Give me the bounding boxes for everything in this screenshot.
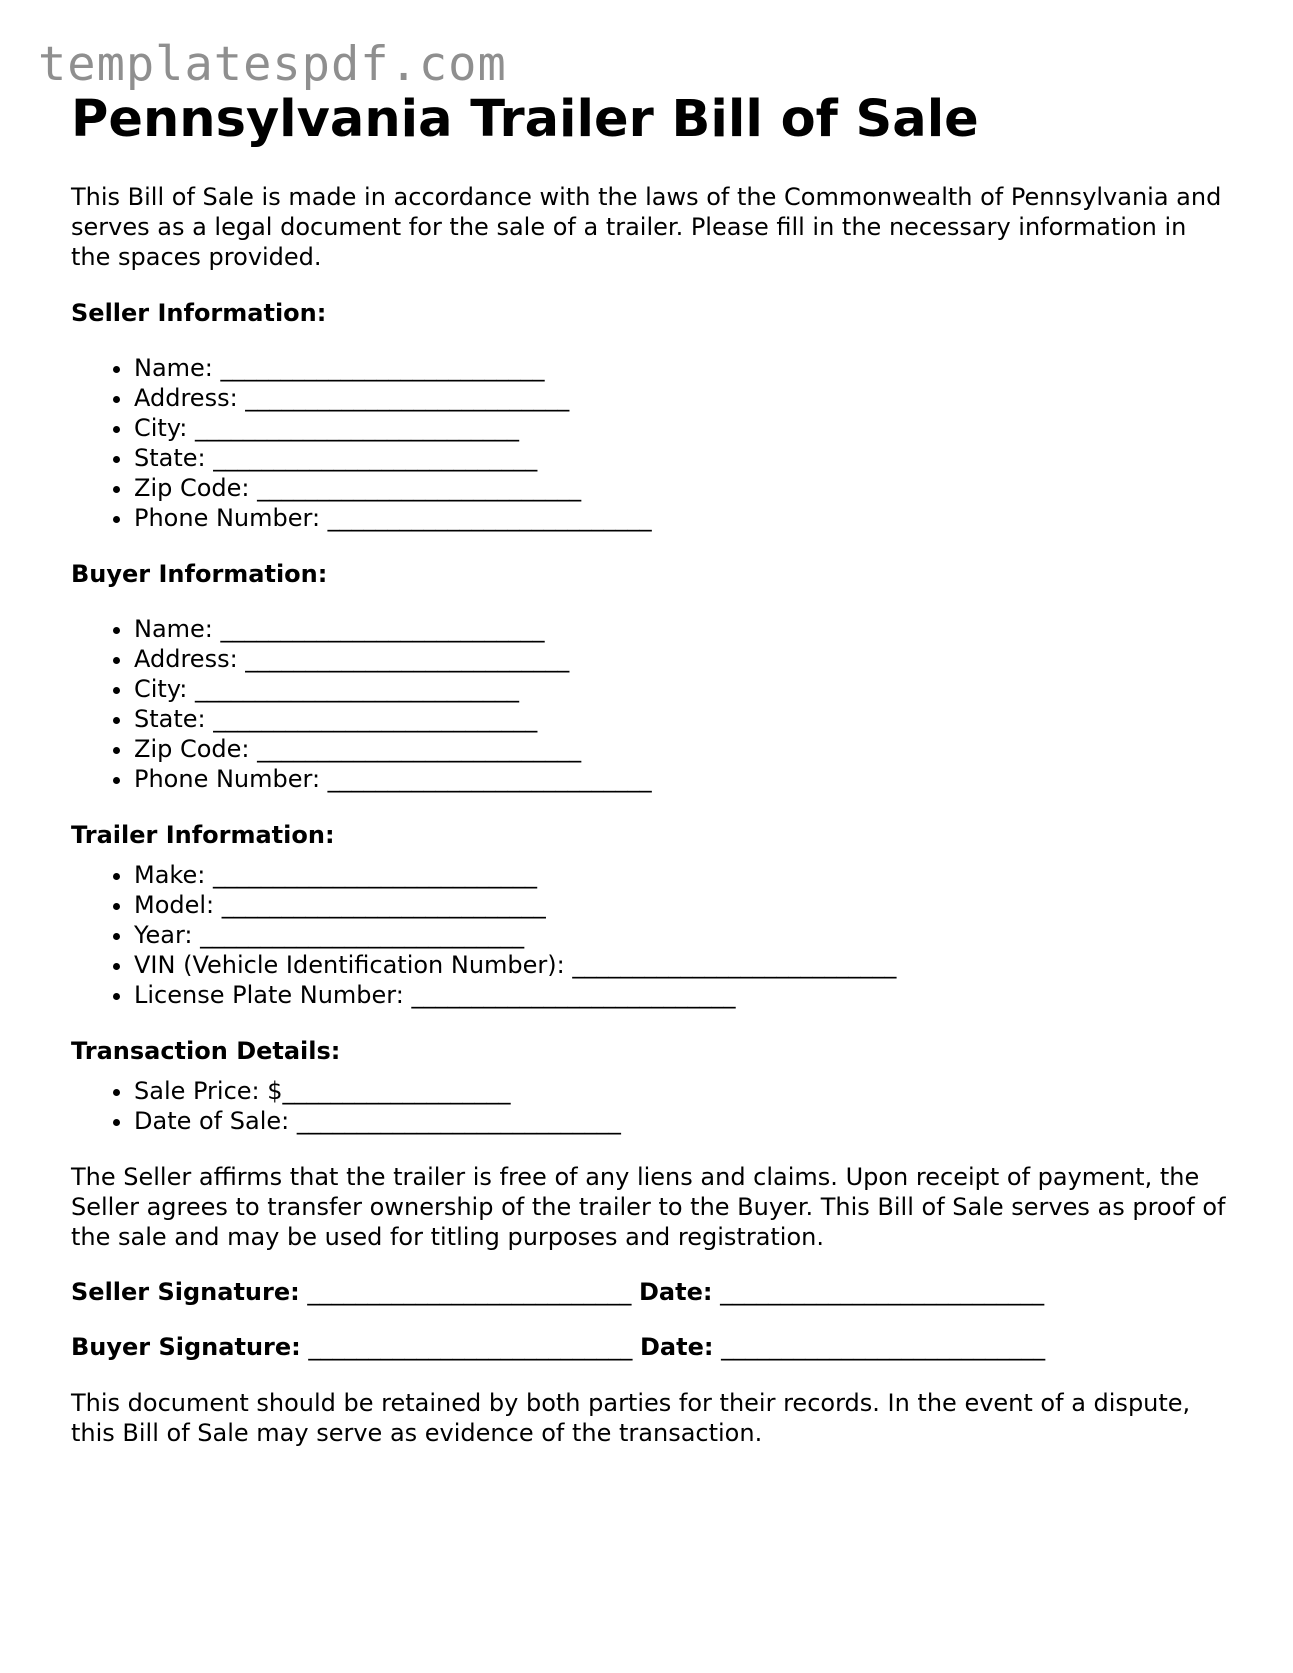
buyer-zip-field[interactable]: • Zip Code: ___________________________ xyxy=(134,734,1231,764)
seller-zip-field[interactable]: • Zip Code: ___________________________ xyxy=(134,473,1231,503)
trailer-year-field[interactable]: • Year: ___________________________ xyxy=(134,920,1231,950)
buyer-signature-row xyxy=(71,1332,1231,1362)
seller-name-field[interactable]: • Name: ___________________________ xyxy=(134,353,1231,383)
seller-date-label: Date: xyxy=(639,1278,713,1306)
document-page xyxy=(71,88,1231,1448)
trailer-field-list xyxy=(71,860,1231,1010)
closing-paragraph: This document should be retained by both parties for their records. In the event of a dispute, this Bill of Sale may serve as evidence of the transaction. xyxy=(71,1389,1191,1447)
seller-state-field[interactable]: • State: ___________________________ xyxy=(134,443,1231,473)
seller-signature-row xyxy=(71,1277,1231,1307)
buyer-date-label: Date: xyxy=(640,1333,714,1361)
seller-field-list xyxy=(71,353,1231,533)
sale-price-field[interactable]: • Sale Price: $___________________ xyxy=(134,1076,1231,1106)
watermark: templatespdf.com xyxy=(38,37,507,92)
transaction-section-heading: Transaction Details: xyxy=(71,1037,341,1065)
affirmation-paragraph: The Seller affirms that the trailer is free of any liens and claims. Upon receipt of payment, the Seller agrees to transfer ownership of the trailer to the Buyer. This Bill of Sale serves as proof of the sale and may be used for titling purposes and registration. xyxy=(71,1163,1226,1251)
trailer-vin-field[interactable]: • VIN (Vehicle Identification Number): ___________________________ xyxy=(134,950,1231,980)
seller-signature-line[interactable]: ___________________________ xyxy=(299,1278,639,1306)
trailer-plate-field[interactable]: • License Plate Number: ___________________________ xyxy=(134,980,1231,1010)
seller-section-heading: Seller Information: xyxy=(71,299,327,327)
seller-signature-label: Seller Signature: xyxy=(71,1278,300,1306)
trailer-section-heading: Trailer Information: xyxy=(71,821,335,849)
buyer-phone-field[interactable]: • Phone Number: ___________________________ xyxy=(134,764,1231,794)
date-of-sale-field[interactable]: • Date of Sale: ___________________________ xyxy=(134,1106,1231,1136)
trailer-make-field[interactable]: • Make: ___________________________ xyxy=(134,860,1231,890)
seller-date-line[interactable]: ___________________________ xyxy=(712,1278,1045,1306)
buyer-state-field[interactable]: • State: ___________________________ xyxy=(134,704,1231,734)
buyer-city-field[interactable]: • City: ___________________________ xyxy=(134,674,1231,704)
seller-city-field[interactable]: • City: ___________________________ xyxy=(134,413,1231,443)
seller-phone-field[interactable]: • Phone Number: ___________________________ xyxy=(134,503,1231,533)
transaction-field-list xyxy=(71,1076,1231,1136)
buyer-date-line[interactable]: ___________________________ xyxy=(713,1333,1046,1361)
buyer-address-field[interactable]: • Address: ___________________________ xyxy=(134,644,1231,674)
buyer-field-list xyxy=(71,614,1231,794)
page-title: Pennsylvania Trailer Bill of Sale xyxy=(71,90,979,149)
seller-address-field[interactable]: • Address: ___________________________ xyxy=(134,383,1231,413)
buyer-signature-label: Buyer Signature: xyxy=(71,1333,301,1361)
buyer-section-heading: Buyer Information: xyxy=(71,560,328,588)
trailer-model-field[interactable]: • Model: ___________________________ xyxy=(134,890,1231,920)
intro-paragraph: This Bill of Sale is made in accordance with the laws of the Commonwealth of Pennsylvania and serves as a legal document for the sale of a trailer. Please fill in the necessary information in the spaces provided. xyxy=(71,183,1222,271)
buyer-signature-line[interactable]: ___________________________ xyxy=(300,1333,640,1361)
buyer-name-field[interactable]: • Name: ___________________________ xyxy=(134,614,1231,644)
